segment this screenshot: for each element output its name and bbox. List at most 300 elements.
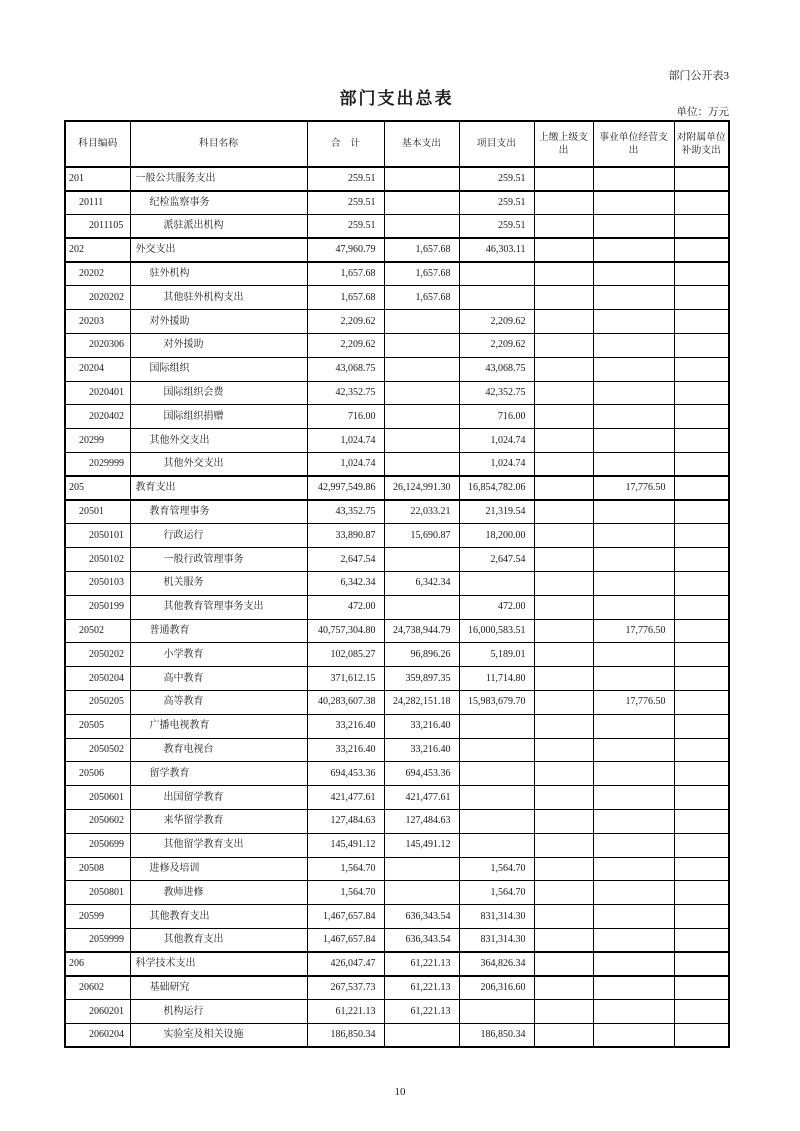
cell-name: 国际组织捐赠 — [130, 405, 307, 429]
cell-project: 2,647.54 — [459, 548, 534, 572]
cell-subsidy — [674, 500, 729, 524]
table-row — [65, 1000, 729, 1024]
cell-upper — [534, 595, 593, 619]
cell-operating: 17,776.50 — [593, 619, 674, 643]
cell-project: 2,209.62 — [459, 310, 534, 334]
cell-code: 2060201 — [65, 1000, 130, 1024]
cell-total: 145,491.12 — [307, 833, 384, 857]
cell-subsidy — [674, 548, 729, 572]
cell-operating — [593, 572, 674, 596]
cell-basic: 636,343.54 — [384, 905, 459, 929]
cell-upper — [534, 1000, 593, 1024]
table-row — [65, 833, 729, 857]
cell-code: 2020401 — [65, 381, 130, 405]
cell-name: 对外援助 — [130, 310, 307, 334]
cell-subsidy — [674, 429, 729, 453]
cell-subsidy — [674, 381, 729, 405]
table-row — [65, 1024, 729, 1048]
cell-subsidy — [674, 881, 729, 905]
table-row — [65, 714, 729, 738]
cell-upper — [534, 334, 593, 358]
cell-subsidy — [674, 453, 729, 477]
cell-code: 20204 — [65, 357, 130, 381]
cell-code: 20203 — [65, 310, 130, 334]
cell-upper — [534, 286, 593, 310]
cell-project: 1,564.70 — [459, 857, 534, 881]
cell-basic: 61,221.13 — [384, 1000, 459, 1024]
table-row — [65, 976, 729, 1000]
cell-operating — [593, 738, 674, 762]
cell-basic: 15,690.87 — [384, 524, 459, 548]
cell-upper — [534, 1024, 593, 1048]
cell-upper — [534, 310, 593, 334]
cell-project: 46,303.11 — [459, 238, 534, 262]
table-row — [65, 881, 729, 905]
cell-subsidy — [674, 167, 729, 191]
cell-basic: 359,897.35 — [384, 667, 459, 691]
cell-upper — [534, 453, 593, 477]
cell-project: 831,314.30 — [459, 929, 534, 953]
table-row — [65, 572, 729, 596]
document-content — [64, 0, 729, 1131]
cell-name: 外交支出 — [130, 238, 307, 262]
cell-code: 2050102 — [65, 548, 130, 572]
cell-subsidy — [674, 476, 729, 500]
cell-operating — [593, 429, 674, 453]
cell-basic: 33,216.40 — [384, 714, 459, 738]
cell-name: 纪检监察事务 — [130, 191, 307, 215]
cell-code: 20602 — [65, 976, 130, 1000]
cell-subsidy — [674, 667, 729, 691]
cell-subsidy — [674, 691, 729, 715]
header-code: 科目编码 — [65, 121, 130, 167]
cell-basic: 61,221.13 — [384, 952, 459, 976]
cell-code: 20599 — [65, 905, 130, 929]
cell-project — [459, 262, 534, 286]
cell-upper — [534, 191, 593, 215]
cell-code: 2011105 — [65, 215, 130, 239]
cell-project: 831,314.30 — [459, 905, 534, 929]
cell-operating — [593, 786, 674, 810]
cell-project: 259.51 — [459, 215, 534, 239]
header-upper: 上缴上级支出 — [534, 121, 593, 167]
cell-code: 2059999 — [65, 929, 130, 953]
cell-basic: 145,491.12 — [384, 833, 459, 857]
cell-basic — [384, 453, 459, 477]
cell-name: 出国留学教育 — [130, 786, 307, 810]
cell-code: 2050103 — [65, 572, 130, 596]
cell-project — [459, 762, 534, 786]
table-body — [65, 167, 729, 1047]
cell-upper — [534, 714, 593, 738]
cell-upper — [534, 929, 593, 953]
table-row — [65, 952, 729, 976]
cell-project: 364,826.34 — [459, 952, 534, 976]
table-header-row — [65, 121, 729, 167]
cell-upper — [534, 215, 593, 239]
cell-operating — [593, 857, 674, 881]
cell-basic — [384, 405, 459, 429]
cell-basic — [384, 167, 459, 191]
cell-total: 2,209.62 — [307, 334, 384, 358]
cell-basic: 1,657.68 — [384, 262, 459, 286]
cell-project: 1,024.74 — [459, 453, 534, 477]
cell-project: 16,854,782.06 — [459, 476, 534, 500]
unit-note: 单位：万元 — [676, 107, 729, 118]
cell-subsidy — [674, 1024, 729, 1048]
cell-project: 15,983,679.70 — [459, 691, 534, 715]
cell-project — [459, 572, 534, 596]
cell-total: 2,209.62 — [307, 310, 384, 334]
cell-basic — [384, 857, 459, 881]
table-row — [65, 738, 729, 762]
cell-upper — [534, 952, 593, 976]
cell-project: 259.51 — [459, 191, 534, 215]
cell-code: 2060204 — [65, 1024, 130, 1048]
table-row — [65, 548, 729, 572]
cell-name: 行政运行 — [130, 524, 307, 548]
cell-subsidy — [674, 357, 729, 381]
cell-name: 驻外机构 — [130, 262, 307, 286]
cell-code: 20111 — [65, 191, 130, 215]
table-row — [65, 238, 729, 262]
cell-code: 2050502 — [65, 738, 130, 762]
cell-code: 2050199 — [65, 595, 130, 619]
table-row — [65, 500, 729, 524]
cell-basic — [384, 548, 459, 572]
cell-basic — [384, 310, 459, 334]
cell-code: 20502 — [65, 619, 130, 643]
cell-basic: 421,477.61 — [384, 786, 459, 810]
cell-operating — [593, 976, 674, 1000]
cell-operating — [593, 643, 674, 667]
cell-subsidy — [674, 619, 729, 643]
cell-operating — [593, 262, 674, 286]
cell-name: 机构运行 — [130, 1000, 307, 1024]
cell-code: 2029999 — [65, 453, 130, 477]
cell-name: 进修及培训 — [130, 857, 307, 881]
cell-subsidy — [674, 929, 729, 953]
cell-basic — [384, 595, 459, 619]
cell-subsidy — [674, 595, 729, 619]
cell-total: 127,484.63 — [307, 810, 384, 834]
table-row — [65, 691, 729, 715]
cell-upper — [534, 619, 593, 643]
cell-operating — [593, 500, 674, 524]
table-row — [65, 405, 729, 429]
cell-basic — [384, 1024, 459, 1048]
cell-code: 2050699 — [65, 833, 130, 857]
cell-project: 472.00 — [459, 595, 534, 619]
cell-total: 6,342.34 — [307, 572, 384, 596]
cell-name: 其他教育支出 — [130, 929, 307, 953]
cell-project: 259.51 — [459, 167, 534, 191]
cell-name: 教育管理事务 — [130, 500, 307, 524]
cell-upper — [534, 572, 593, 596]
cell-basic: 636,343.54 — [384, 929, 459, 953]
cell-name: 来华留学教育 — [130, 810, 307, 834]
cell-subsidy — [674, 643, 729, 667]
table-row — [65, 929, 729, 953]
cell-basic: 33,216.40 — [384, 738, 459, 762]
cell-operating — [593, 595, 674, 619]
cell-project — [459, 286, 534, 310]
cell-basic: 22,033.21 — [384, 500, 459, 524]
cell-project — [459, 810, 534, 834]
cell-name: 派驻派出机构 — [130, 215, 307, 239]
cell-subsidy — [674, 762, 729, 786]
cell-name: 教育电视台 — [130, 738, 307, 762]
cell-upper — [534, 786, 593, 810]
cell-total: 371,612.15 — [307, 667, 384, 691]
cell-total: 47,960.79 — [307, 238, 384, 262]
cell-subsidy — [674, 905, 729, 929]
cell-name: 高等教育 — [130, 691, 307, 715]
cell-operating — [593, 310, 674, 334]
table-row — [65, 810, 729, 834]
table-row — [65, 643, 729, 667]
cell-total: 1,467,657.84 — [307, 905, 384, 929]
cell-project: 21,319.54 — [459, 500, 534, 524]
cell-total: 40,283,607.38 — [307, 691, 384, 715]
cell-upper — [534, 857, 593, 881]
cell-total: 1,657.68 — [307, 286, 384, 310]
cell-upper — [534, 810, 593, 834]
cell-subsidy — [674, 262, 729, 286]
cell-operating — [593, 881, 674, 905]
cell-total: 267,537.73 — [307, 976, 384, 1000]
cell-basic — [384, 191, 459, 215]
cell-basic — [384, 429, 459, 453]
cell-code: 2050205 — [65, 691, 130, 715]
cell-name: 其他驻外机构支出 — [130, 286, 307, 310]
cell-total: 186,850.34 — [307, 1024, 384, 1048]
cell-project: 16,000,583.51 — [459, 619, 534, 643]
doc-label: 部门公开表3 — [668, 70, 729, 82]
cell-total: 716.00 — [307, 405, 384, 429]
table-row — [65, 667, 729, 691]
table-row — [65, 310, 729, 334]
cell-subsidy — [674, 572, 729, 596]
table-row — [65, 191, 729, 215]
cell-operating — [593, 1000, 674, 1024]
cell-total: 1,657.68 — [307, 262, 384, 286]
cell-name: 留学教育 — [130, 762, 307, 786]
cell-operating — [593, 1024, 674, 1048]
cell-basic: 26,124,991.30 — [384, 476, 459, 500]
cell-basic: 96,896.26 — [384, 643, 459, 667]
cell-code: 20299 — [65, 429, 130, 453]
cell-operating — [593, 714, 674, 738]
cell-subsidy — [674, 334, 729, 358]
cell-total: 259.51 — [307, 215, 384, 239]
cell-total: 259.51 — [307, 191, 384, 215]
cell-upper — [534, 381, 593, 405]
cell-total: 2,647.54 — [307, 548, 384, 572]
cell-upper — [534, 833, 593, 857]
cell-operating — [593, 952, 674, 976]
cell-operating — [593, 524, 674, 548]
header-name: 科目名称 — [130, 121, 307, 167]
cell-basic — [384, 215, 459, 239]
cell-basic — [384, 881, 459, 905]
cell-basic — [384, 381, 459, 405]
cell-project: 5,189.01 — [459, 643, 534, 667]
cell-total: 42,352.75 — [307, 381, 384, 405]
cell-total: 33,890.87 — [307, 524, 384, 548]
cell-total: 472.00 — [307, 595, 384, 619]
cell-code: 2050204 — [65, 667, 130, 691]
cell-upper — [534, 357, 593, 381]
cell-subsidy — [674, 952, 729, 976]
cell-subsidy — [674, 833, 729, 857]
cell-basic: 61,221.13 — [384, 976, 459, 1000]
cell-total: 1,564.70 — [307, 881, 384, 905]
cell-operating — [593, 238, 674, 262]
cell-name: 广播电视教育 — [130, 714, 307, 738]
table-row — [65, 334, 729, 358]
cell-total: 1,024.74 — [307, 453, 384, 477]
table-row — [65, 524, 729, 548]
cell-name: 实验室及相关设施 — [130, 1024, 307, 1048]
cell-name: 国际组织 — [130, 357, 307, 381]
cell-project: 186,850.34 — [459, 1024, 534, 1048]
cell-name: 一般行政管理事务 — [130, 548, 307, 572]
table-row — [65, 429, 729, 453]
cell-operating — [593, 667, 674, 691]
table-row — [65, 786, 729, 810]
cell-code: 2050601 — [65, 786, 130, 810]
cell-subsidy — [674, 191, 729, 215]
cell-upper — [534, 405, 593, 429]
page-number: 10 — [394, 1086, 406, 1098]
cell-upper — [534, 429, 593, 453]
cell-operating — [593, 929, 674, 953]
cell-code: 2050602 — [65, 810, 130, 834]
cell-operating — [593, 762, 674, 786]
cell-code: 20506 — [65, 762, 130, 786]
cell-operating — [593, 167, 674, 191]
cell-total: 259.51 — [307, 167, 384, 191]
cell-upper — [534, 524, 593, 548]
cell-operating — [593, 357, 674, 381]
table-row — [65, 762, 729, 786]
cell-upper — [534, 881, 593, 905]
table-row — [65, 857, 729, 881]
cell-operating — [593, 191, 674, 215]
table-row — [65, 381, 729, 405]
cell-upper — [534, 643, 593, 667]
cell-total: 33,216.40 — [307, 738, 384, 762]
cell-upper — [534, 762, 593, 786]
cell-operating: 17,776.50 — [593, 691, 674, 715]
cell-operating — [593, 548, 674, 572]
cell-operating — [593, 453, 674, 477]
cell-upper — [534, 500, 593, 524]
cell-project: 716.00 — [459, 405, 534, 429]
page-title: 部门支出总表 — [339, 89, 454, 108]
cell-total: 1,564.70 — [307, 857, 384, 881]
cell-basic: 1,657.68 — [384, 286, 459, 310]
table-row — [65, 619, 729, 643]
cell-subsidy — [674, 215, 729, 239]
cell-operating — [593, 381, 674, 405]
table-row — [65, 262, 729, 286]
cell-code: 20505 — [65, 714, 130, 738]
cell-name: 高中教育 — [130, 667, 307, 691]
cell-project — [459, 738, 534, 762]
table-header — [65, 121, 729, 167]
cell-total: 694,453.36 — [307, 762, 384, 786]
cell-basic: 6,342.34 — [384, 572, 459, 596]
cell-upper — [534, 476, 593, 500]
cell-project — [459, 714, 534, 738]
cell-basic — [384, 334, 459, 358]
cell-basic: 24,282,151.18 — [384, 691, 459, 715]
cell-basic: 694,453.36 — [384, 762, 459, 786]
cell-name: 一般公共服务支出 — [130, 167, 307, 191]
cell-code: 20508 — [65, 857, 130, 881]
cell-total: 43,352.75 — [307, 500, 384, 524]
table-row — [65, 453, 729, 477]
cell-total: 1,467,657.84 — [307, 929, 384, 953]
cell-subsidy — [674, 810, 729, 834]
cell-total: 40,757,304.80 — [307, 619, 384, 643]
cell-name: 国际组织会费 — [130, 381, 307, 405]
cell-upper — [534, 691, 593, 715]
cell-code: 201 — [65, 167, 130, 191]
cell-subsidy — [674, 286, 729, 310]
table-row — [65, 595, 729, 619]
header-basic: 基本支出 — [384, 121, 459, 167]
cell-name: 小学教育 — [130, 643, 307, 667]
cell-operating — [593, 286, 674, 310]
cell-upper — [534, 976, 593, 1000]
cell-name: 对外援助 — [130, 334, 307, 358]
table-row — [65, 476, 729, 500]
cell-total: 61,221.13 — [307, 1000, 384, 1024]
cell-project: 18,200.00 — [459, 524, 534, 548]
cell-subsidy — [674, 1000, 729, 1024]
cell-name: 其他外交支出 — [130, 453, 307, 477]
cell-upper — [534, 167, 593, 191]
cell-project: 43,068.75 — [459, 357, 534, 381]
cell-project: 206,316.60 — [459, 976, 534, 1000]
cell-operating — [593, 833, 674, 857]
cell-subsidy — [674, 714, 729, 738]
cell-subsidy — [674, 857, 729, 881]
cell-total: 102,085.27 — [307, 643, 384, 667]
table-row — [65, 286, 729, 310]
cell-project: 42,352.75 — [459, 381, 534, 405]
cell-project: 1,024.74 — [459, 429, 534, 453]
expenditure-table — [64, 120, 730, 1048]
table-row — [65, 357, 729, 381]
table-row — [65, 167, 729, 191]
cell-operating — [593, 215, 674, 239]
cell-subsidy — [674, 786, 729, 810]
cell-code: 20501 — [65, 500, 130, 524]
cell-operating: 17,776.50 — [593, 476, 674, 500]
cell-name: 其他留学教育支出 — [130, 833, 307, 857]
cell-code: 2020202 — [65, 286, 130, 310]
cell-total: 1,024.74 — [307, 429, 384, 453]
header-subsidy: 对附属单位补助支出 — [674, 121, 729, 167]
cell-basic — [384, 357, 459, 381]
cell-name: 其他教育管理事务支出 — [130, 595, 307, 619]
cell-operating — [593, 405, 674, 429]
cell-operating — [593, 905, 674, 929]
